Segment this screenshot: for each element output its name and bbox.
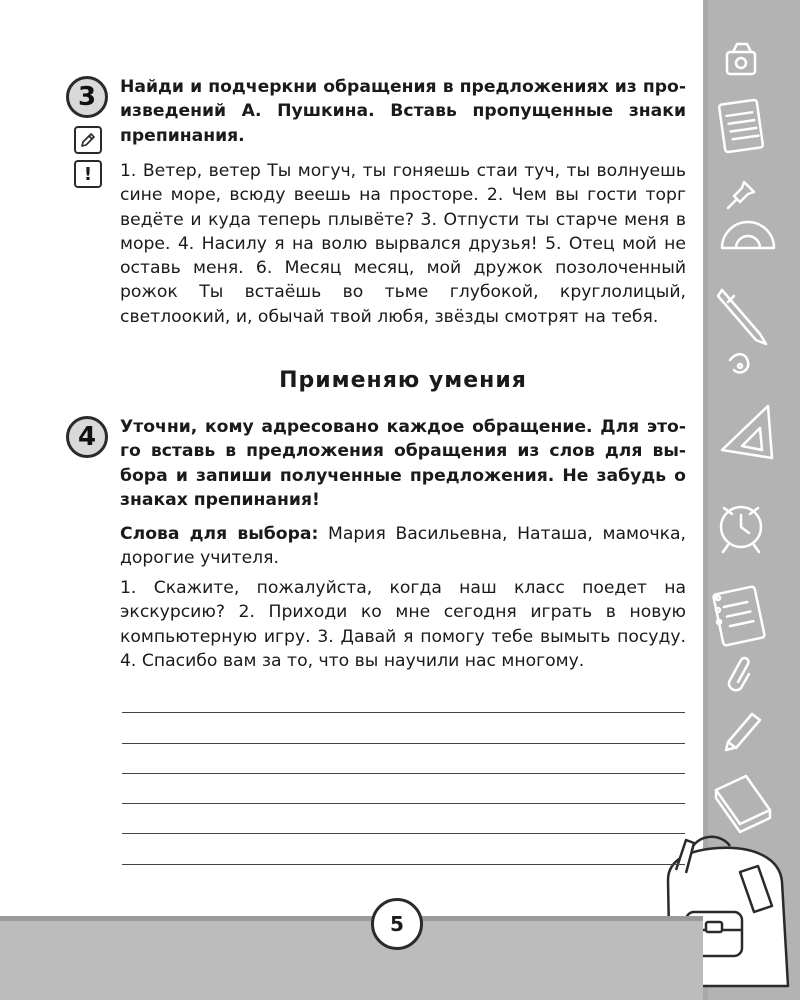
answer-line[interactable] [122,864,685,865]
answer-line[interactable] [122,743,685,744]
page-number: 5 [371,898,423,950]
footer-band [0,921,703,1000]
answer-line[interactable] [122,773,685,774]
pencil-icon [74,126,102,154]
task4-word-choices [120,522,686,571]
task4-instruction: Уточни, кому адресовано каждое обращение. Для этого вставь в предложения обращения из слов для выбора и запиши полученные предложения. Не забудь о знаках препинания! [120,417,686,510]
task4-exercise: 1. Скажите, пожалуйста, когда наш класс поедет на экскурсию? 2. Приходи ко мне сегодня играть в новую компьютерную игру. 3. Давай я помогу тебе вымыть посуду. 4. Спасибо вам за то, что вы научили нас многому. [120,578,686,671]
task3-instruction: Найди и подчеркни обращения в предложениях из произведений А. Пушкина. Вставь пропущенные знаки препинания. [120,77,686,146]
answer-line[interactable] [122,803,685,804]
sidebar-panel [708,0,800,1000]
section-heading: Применяю умения [279,368,527,393]
words-label: Слова для выбора: [120,524,319,544]
task-number-badge: 4 [66,416,108,458]
exclamation-icon: ! [74,160,102,188]
task3-exercise: 1. Ветер, ветер Ты могуч, ты гоняешь стаи туч, ты волнуешь сине море, всюду веешь на просторе. 2. Чем вы гости торг ведёте и куда теперь плывёте? 3. Отпусти ты старче меня в море. 4. Насилу я на волю вырвался друзья! 5. Отец мой не оставь меня. 6. Месяц месяц, мой дружок позолоченный рожок Ты встаёшь во тьме глубокой, круглолицый, светлоокий, и, обычай твой любя, звёзды смотрят на тебя. [120,161,686,327]
words-list: Мария Васильевна, Наташа, мамочка, дорогие учителя. [120,524,686,569]
answer-line[interactable] [122,712,685,713]
task-number-badge: 3 [66,76,108,118]
answer-line[interactable] [122,833,685,834]
